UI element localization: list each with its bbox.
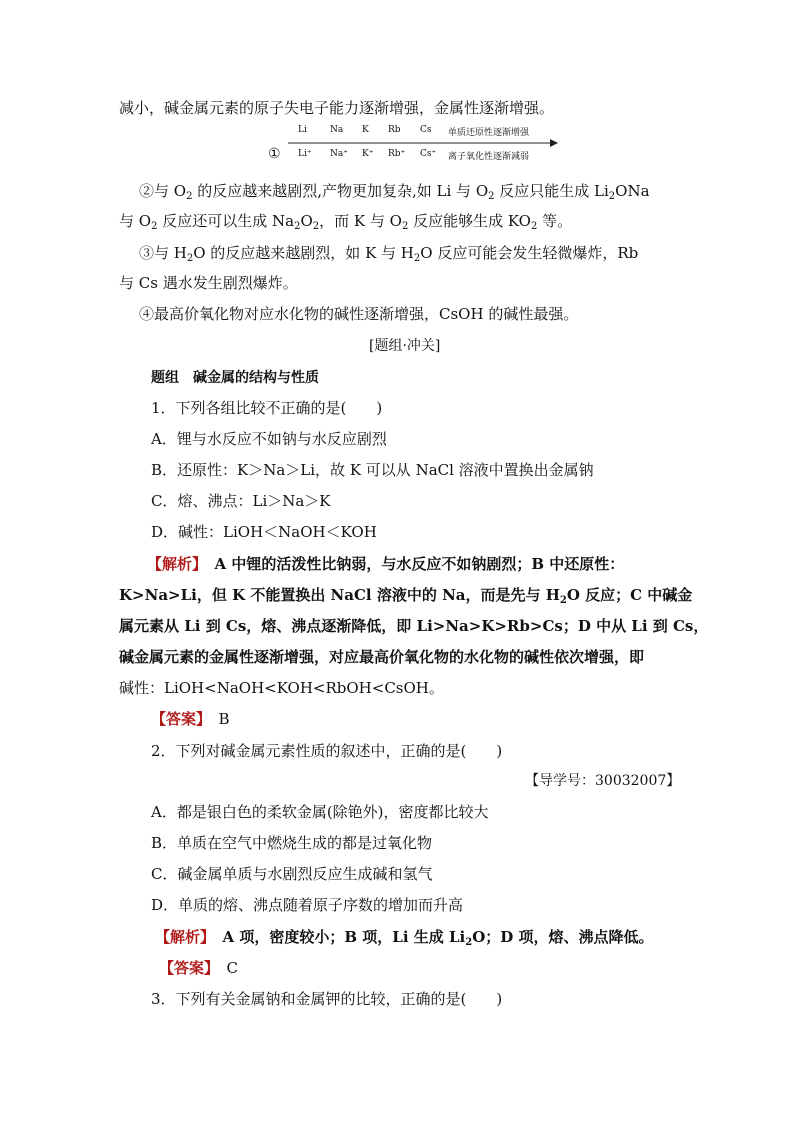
question-option: C．熔、沸点：Li＞Na＞K: [151, 492, 331, 510]
guide-number: 【导学号：30032007】: [525, 773, 681, 789]
ion-label: Cs⁺: [420, 149, 437, 159]
question-option: D．单质的熔、沸点随着原子序数的增加而升高: [151, 896, 464, 914]
analysis-line: 【解析】 A 中锂的活泼性比钠弱，与水反应不如钠剧烈；B 中还原性：: [147, 555, 625, 573]
paragraph-line: 与 $O_2$ 反应还可以生成 $Na_2O_2$，而 K 与 $O_2$ 反应能够生成 $KO_2$ 等。: [119, 212, 573, 232]
question-option: A．都是银白色的柔软金属(除铯外)，密度都比较大: [151, 803, 489, 821]
question-stem: 3．下列有关金属钠和金属钾的比较，正确的是( ): [151, 990, 503, 1008]
answer-line: 【答案】 B: [151, 710, 230, 728]
ion-label: K⁺: [362, 149, 374, 159]
trend-label-top: 单质还原性逐渐增强: [448, 128, 530, 138]
circled-number-marker: ①: [268, 146, 281, 162]
answer-label: 【答案】: [151, 710, 204, 728]
analysis-line: 碱金属元素的金属性逐渐增强，对应最高价氧化物的水化物的碱性依次增强，即: [119, 648, 645, 666]
paragraph-line: ②与 $O_2$ 的反应越来越剧烈,产物更加复杂,如 Li 与 $O_2$ 反应只能生成 $Li_2ONa$: [139, 182, 650, 202]
alkali-trend-diagram: [268, 124, 558, 168]
question-stem: 1．下列各组比较不正确的是( ): [151, 399, 383, 417]
atom-label: Cs: [420, 125, 432, 135]
answer-label: 【答案】: [159, 959, 212, 977]
paragraph-line: ③与 $H_2O$ 的反应越来越剧烈，如 K 与 $H_2O$ 反应可能会发生轻微爆炸，Rb: [139, 244, 639, 264]
analysis-line: 【解析】 A 项，密度较小；B 项，Li 生成 $Li_2O$；D 项，熔、沸点降低。: [155, 928, 654, 948]
atom-label: K: [362, 125, 369, 135]
question-stem: 2．下列对碱金属元素性质的叙述中，正确的是( ): [151, 742, 503, 760]
section-title: [题组·冲关]: [369, 338, 441, 354]
ion-label: Li⁺: [298, 149, 312, 159]
trend-arrow: [288, 138, 558, 148]
answer-line: 【答案】 C: [159, 959, 238, 977]
ion-label: Rb⁺: [388, 149, 406, 159]
question-option: C．碱金属单质与水剧烈反应生成碱和氢气: [151, 865, 433, 883]
analysis-label: 【解析】: [155, 928, 208, 946]
group-title: 题组 碱金属的结构与性质: [151, 370, 319, 386]
paragraph-line: ④最高价氧化物对应水化物的碱性逐渐增强，CsOH 的碱性最强。: [139, 305, 579, 323]
paragraph-line: 与 Cs 遇水发生剧烈爆炸。: [119, 274, 298, 292]
analysis-label: 【解析】: [147, 555, 200, 573]
question-option: B．单质在空气中燃烧生成的都是过氧化物: [151, 834, 433, 852]
question-option: D．碱性：LiOH＜NaOH＜KOH: [151, 523, 377, 541]
ion-label: Na⁺: [330, 149, 348, 159]
atom-label: Li: [298, 125, 307, 135]
paragraph-line: 减小，碱金属元素的原子失电子能力逐渐增强，金属性逐渐增强。: [119, 99, 555, 117]
analysis-line: 碱性：LiOH<NaOH<KOH<RbOH<CsOH。: [119, 679, 444, 697]
trend-label-bottom: 离子氧化性逐渐减弱: [448, 152, 530, 162]
analysis-line: 属元素从 Li 到 Cs，熔、沸点逐渐降低，即 Li>Na>K>Rb>Cs；D 中从 Li 到 Cs，: [119, 617, 709, 635]
question-option: A．锂与水反应不如钠与水反应剧烈: [151, 430, 387, 448]
question-option: B．还原性：K＞Na＞Li，故 K 可以从 NaCl 溶液中置换出金属钠: [151, 461, 594, 479]
analysis-line: K>Na>Li，但 K 不能置换出 NaCl 溶液中的 Na，而是先与 $H_2O$ 反应；C 中碱金: [119, 586, 693, 606]
atom-label: Rb: [388, 125, 401, 135]
atom-label: Na: [330, 125, 344, 135]
